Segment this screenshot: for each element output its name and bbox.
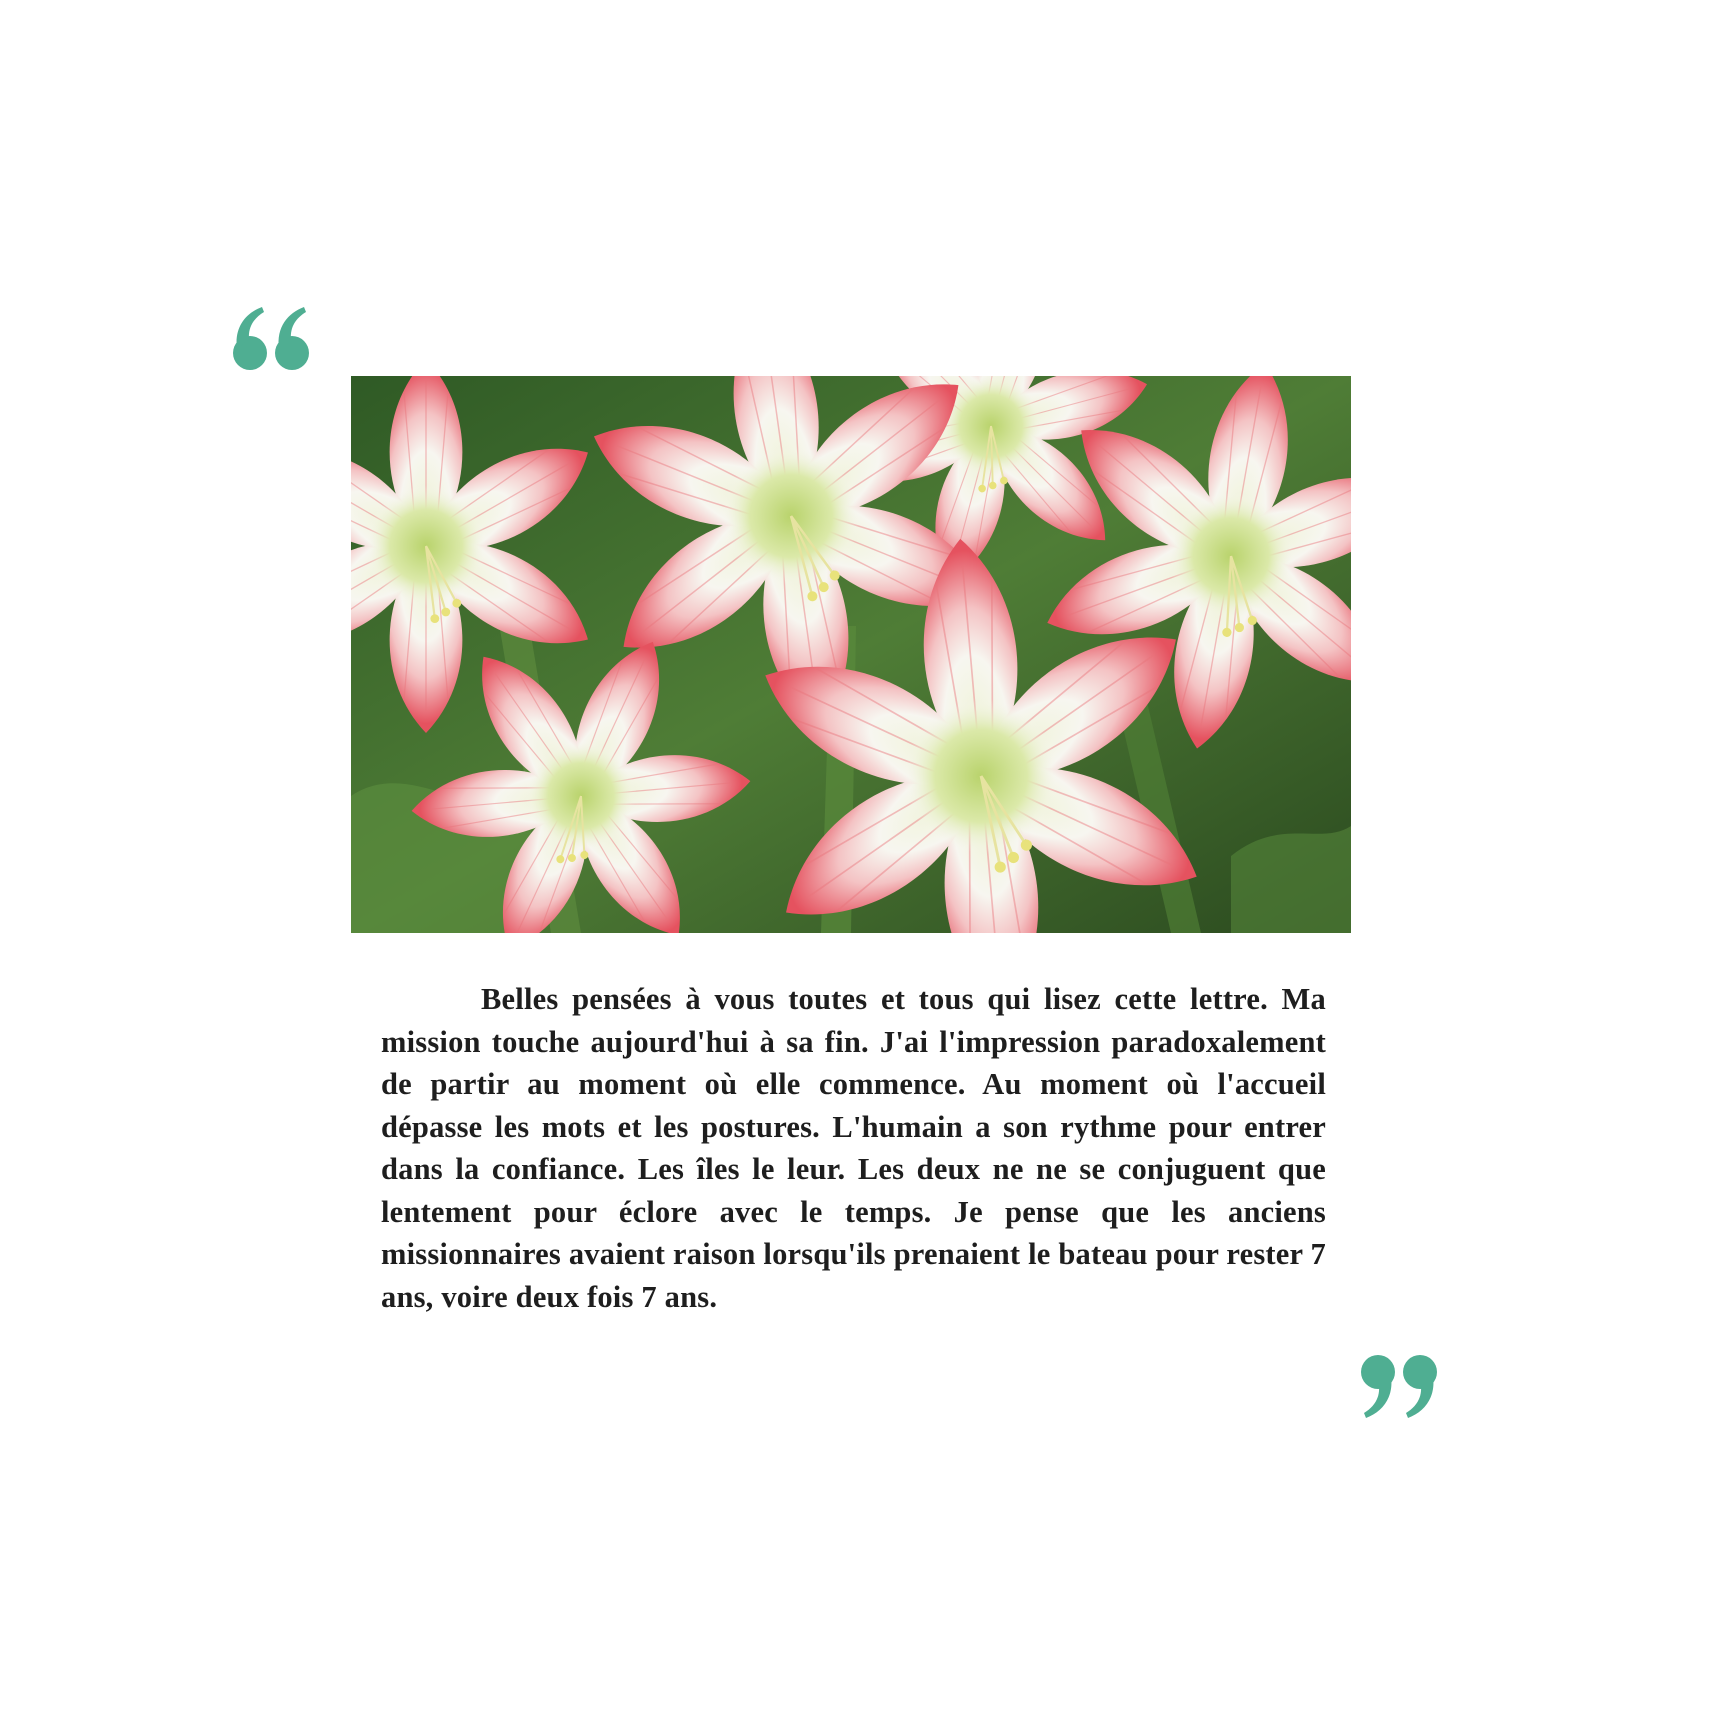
body-paragraph: Belles pensées à vous toutes et tous qui lisez cette lettre. Ma mission touche aujourd'hui à sa fin. J'ai l'impression paradoxalement de partir au moment où elle commence. Au moment où l'accueil dépasse les mots et les postures. L'humain a son rythme pour entrer dans la confiance. Les îles le leur. Les deux ne ne se conjuguent que lentement pour éclore avec le temps. Je pense que les anciens missionnaires avaient raison lorsqu'ils prenaient le bateau pour rester 7 ans, voire deux fois 7 ans. [381,982,1326,1314]
amaryllis-flowers-image [351,376,1351,933]
close-quote-icon [1358,1350,1438,1440]
open-quote-icon [232,305,312,395]
